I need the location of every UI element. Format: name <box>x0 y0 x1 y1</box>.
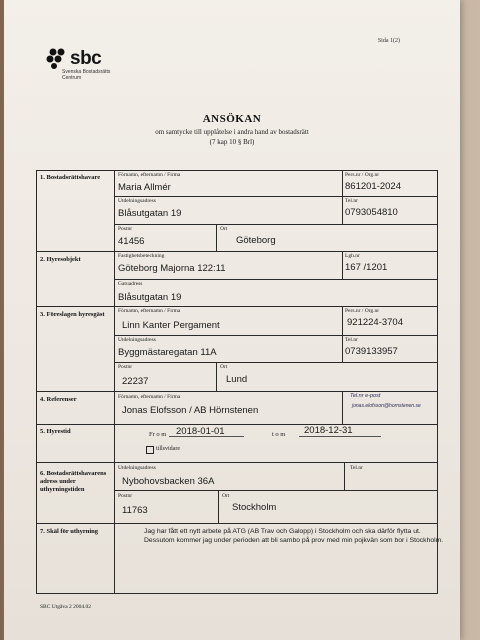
tenant-tel-label: Tel.nr <box>345 337 358 343</box>
tenant-ort: Lund <box>226 374 248 385</box>
owner-name-label: Förnamn, efternamn / Firma <box>118 172 181 178</box>
period-from: 2018-01-01 <box>176 426 225 437</box>
section-new-address: 6. Bostadsrättshavarens adress under uthyrningstiden <box>40 470 107 493</box>
section-tenant: 3. Föreslagen hyresgäst <box>40 311 105 318</box>
section-references: 4. Referenser <box>40 396 77 403</box>
logo-text: sbc <box>70 48 102 69</box>
logo-subtext: Svenska Bostadsrätts Centrum <box>62 69 111 81</box>
section-period: 5. Hyrestid <box>40 428 71 435</box>
owner-persnr: 861201-2024 <box>345 181 401 192</box>
new-address-label: Utdelningsadress <box>118 465 156 471</box>
form-subtitle: om samtycke till upplåtelse i andra hand av bostadsrätt <box>155 128 309 136</box>
object-gatu: Blåsutgatan 19 <box>118 292 182 303</box>
reason-text: Jag har fått ett nytt arbete på ATG (AB Trav och Galopp) i Stockholm och ska därför flytta ut. Dessutom kommer jag under perioden att bli sambo på prov med min pojkvän som bor i Stockholm. <box>144 528 444 544</box>
sbc-logo-icon <box>46 47 68 69</box>
tenant-name: Linn Kanter Pergament <box>122 320 220 331</box>
new-address: Nybohovsbacken 36A <box>122 476 215 487</box>
owner-name: Maria Allmér <box>118 182 171 193</box>
tillsvidare-checkbox[interactable] <box>146 446 154 454</box>
owner-tel: 0793054810 <box>345 207 398 218</box>
tillsvidare-label: tillsvidare <box>156 446 180 452</box>
object-fastighet-label: Fastighetsbeteckning <box>118 253 165 259</box>
reference-name: Jonas Elofsson / AB Hörnstenen <box>122 405 259 416</box>
new-ort-label: Ort <box>222 493 230 499</box>
tenant-postnr: 22237 <box>122 376 149 387</box>
owner-address-label: Utdelningsadress <box>118 198 156 204</box>
owner-ort: Göteborg <box>236 235 276 246</box>
tenant-ort-label: Ort <box>220 364 228 370</box>
reference-name-label: Förnamn, efternamn / Firma <box>118 394 181 400</box>
new-tel-label: Tel.nr <box>350 465 363 471</box>
section-object: 2. Hyresobjekt <box>40 256 81 263</box>
tenant-persnr: 921224-3704 <box>347 317 403 328</box>
tenant-address-label: Utdelningsadress <box>118 337 156 343</box>
form-page <box>4 0 460 640</box>
page-number: Sida 1(2) <box>377 38 400 44</box>
object-lgh: 167 /1201 <box>345 262 388 273</box>
object-gatu-label: Gatuadress <box>118 281 143 287</box>
reference-contact: jonas.elofsson@hornstenen.se <box>352 403 421 409</box>
new-ort: Stockholm <box>232 502 277 513</box>
tenant-postnr-label: Postnr <box>118 364 133 370</box>
owner-ort-label: Ort <box>220 226 228 232</box>
reference-contact-label: Tel.nr e-post <box>350 393 381 399</box>
to-label: t o m <box>272 431 286 438</box>
owner-postnr: 41456 <box>118 236 145 247</box>
owner-address: Blåsutgatan 19 <box>118 208 182 219</box>
new-postnr: 11763 <box>122 505 148 516</box>
owner-persnr-label: Pers.nr / Org.nr <box>345 172 380 178</box>
object-fastighet: Göteborg Majorna 122:11 <box>118 263 226 274</box>
owner-postnr-label: Postnr <box>118 226 133 232</box>
owner-tel-label: Tel.nr <box>345 198 358 204</box>
form-title: ANSÖKAN <box>202 113 262 125</box>
tenant-tel: 0739133957 <box>345 346 398 357</box>
new-postnr-label: Postnr <box>118 493 133 499</box>
section-reason: 7. Skäl för uthyrning <box>40 528 99 535</box>
law-reference: (7 kap 10 § Brl) <box>209 138 255 146</box>
from-label: Fr o m <box>149 431 167 438</box>
footer-edition: SBC Utgåva 2 2004.02 <box>40 604 92 610</box>
tenant-address: Byggmästaregatan 11A <box>118 347 217 358</box>
section-owner: 1. Bostadsrättshavare <box>40 174 101 181</box>
object-lgh-label: Lgh.nr <box>345 253 360 259</box>
tenant-name-label: Förnamn, efternamn / Firma <box>118 308 181 314</box>
tenant-persnr-label: Pers.nr / Org.nr <box>345 308 380 314</box>
period-to: 2018-12-31 <box>304 425 353 436</box>
